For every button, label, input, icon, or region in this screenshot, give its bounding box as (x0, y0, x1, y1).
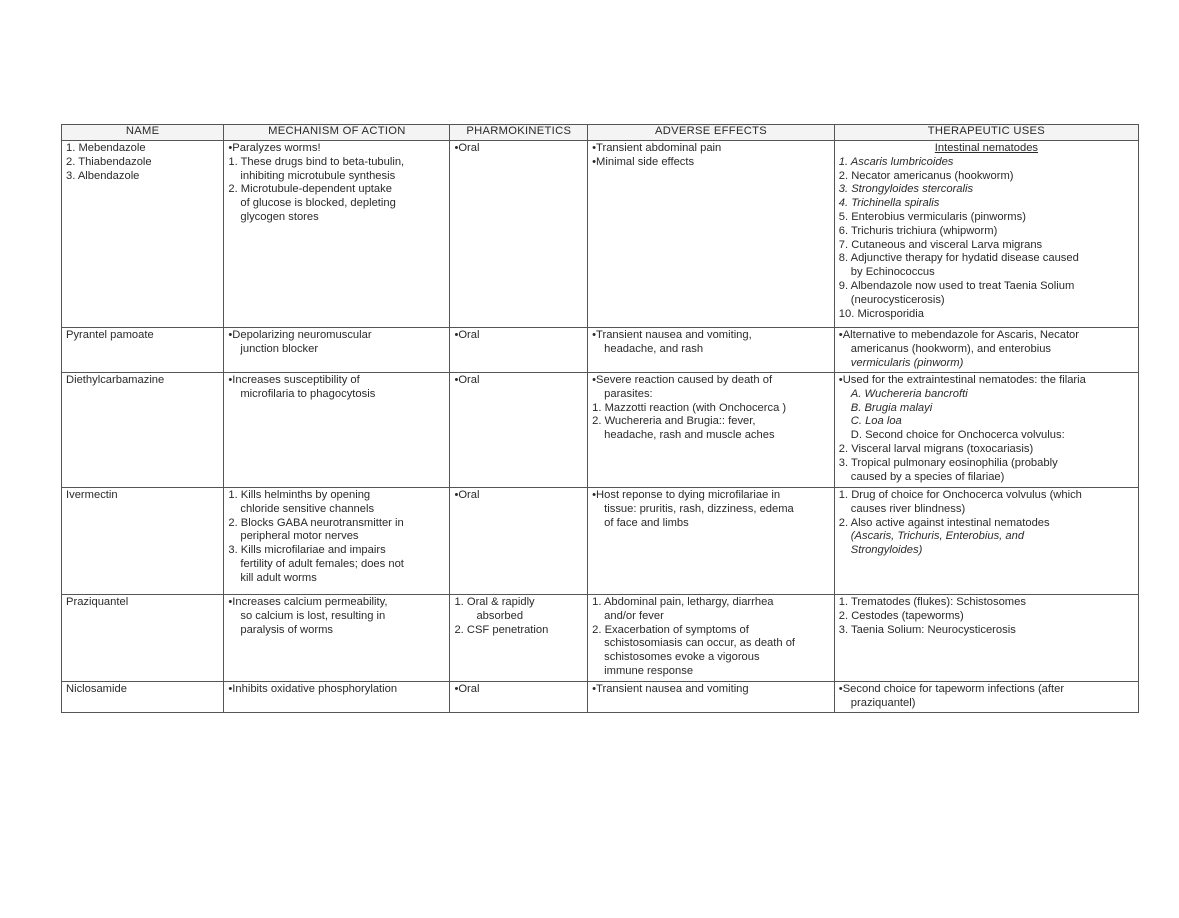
cell-therapeutic-uses (834, 141, 1138, 328)
cell-adverse-effects (588, 141, 835, 328)
cell-line: 1. Mebendazole (66, 142, 146, 154)
cell-therapeutic-uses (834, 488, 1138, 595)
header-row (62, 125, 1139, 141)
cell-line: 3. Strongyloides stercoralis (838, 183, 974, 196)
cell-line: fertility of adult females; does not (240, 557, 404, 570)
cell-line: of face and limbs (604, 516, 689, 529)
cell-line: •Second choice for tapeworm infections (after (838, 683, 1065, 695)
cell-line: absorbed (476, 609, 524, 622)
cell-adverse-effects (588, 373, 835, 488)
cell-line: •Host reponse to dying microfilariae in (592, 489, 781, 501)
cell-line: 2. Wuchereria and Brugia:: fever, (592, 415, 756, 428)
header-pharmokinetics: PHARMOKINETICS (450, 125, 588, 141)
cell-name (62, 682, 224, 713)
cell-line: inhibiting microtubule synthesis (240, 169, 396, 182)
table-row (62, 373, 1139, 488)
cell-line: 1. Drug of choice for Onchocerca volvulus (which (838, 489, 1082, 501)
cell-line: 2. Blocks GABA neurotransmitter in (228, 516, 404, 529)
cell-line: Pyrantel pamoate (66, 329, 154, 341)
cell-line: 1. Trematodes (flukes): Schistosomes (838, 596, 1026, 608)
cell-line: 3. Taenia Solium: Neurocysticerosis (838, 623, 1016, 636)
cell-line: •Transient abdominal pain (592, 142, 722, 154)
cell-therapeutic-uses (834, 328, 1138, 373)
cell-name (62, 141, 224, 328)
cell-line: so calcium is lost, resulting in (240, 609, 386, 622)
cell-line: 2. Also active against intestinal nematodes (838, 516, 1050, 529)
table-row (62, 141, 1139, 328)
cell-adverse-effects (588, 328, 835, 373)
cell-mechanism (224, 488, 450, 595)
cell-pharmokinetics (450, 488, 588, 595)
cell-line: junction blocker (240, 342, 319, 355)
cell-name (62, 595, 224, 682)
cell-line: parasites: (604, 387, 653, 400)
cell-pharmokinetics (450, 141, 588, 328)
cell-line: 6. Trichuris trichiura (whipworm) (838, 224, 998, 237)
cell-line: 1. Ascaris lumbricoides (838, 155, 954, 168)
cell-line: immune response (604, 664, 694, 677)
cell-line: 1. Mazzotti reaction (with Onchocerca ) (592, 401, 787, 414)
header-therapeutic-uses: THERAPEUTIC USES (834, 125, 1138, 141)
cell-line: 1. Kills helminths by opening (228, 489, 371, 501)
cell-line: •Severe reaction caused by death of (592, 374, 773, 386)
cell-pharmokinetics (450, 682, 588, 713)
cell-line: schistosomiasis can occur, as death of (604, 637, 796, 650)
cell-mechanism (224, 328, 450, 373)
table-row (62, 595, 1139, 682)
cell-mechanism (224, 595, 450, 682)
cell-adverse-effects (588, 682, 835, 713)
cell-line: peripheral motor nerves (240, 530, 359, 543)
header-adverse-effects: ADVERSE EFFECTS (588, 125, 835, 141)
cell-line: 2. Visceral larval migrans (toxocariasis) (838, 442, 1034, 455)
table-row (62, 488, 1139, 595)
cell-line: B. Brugia malayi (850, 401, 933, 414)
cell-line: •Depolarizing neuromuscular (228, 329, 372, 341)
cell-line: 10. Microsporidia (838, 307, 924, 320)
cell-line: tissue: pruritis, rash, dizziness, edema (604, 502, 794, 515)
cell-line: paralysis of worms (240, 623, 333, 636)
cell-line: vermicularis (pinworm) (850, 356, 964, 369)
cell-line: •Inhibits oxidative phosphorylation (228, 683, 398, 695)
cell-line: 9. Albendazole now used to treat Taenia Solium (838, 279, 1075, 292)
cell-line: 7. Cutaneous and visceral Larva migrans (838, 238, 1043, 251)
cell-line: schistosomes evoke a vigorous (604, 651, 760, 664)
cell-line: Diethylcarbamazine (66, 374, 165, 386)
cell-line: 2. Cestodes (tapeworms) (838, 609, 964, 622)
cell-line: and/or fever (604, 609, 664, 622)
cell-adverse-effects (588, 488, 835, 595)
cell-line: chloride sensitive channels (240, 502, 375, 515)
cell-line: Ivermectin (66, 489, 118, 501)
cell-name (62, 328, 224, 373)
cell-line: microfilaria to phagocytosis (240, 387, 376, 400)
cell-therapeutic-uses (834, 595, 1138, 682)
cell-line: Strongyloides) (850, 544, 923, 557)
cell-line: 3. Tropical pulmonary eosinophilia (probably (838, 456, 1058, 469)
cell-line: kill adult worms (240, 571, 317, 584)
cell-line: (neurocysticerosis) (850, 293, 945, 306)
cell-line: praziquantel) (850, 696, 916, 709)
cell-line: of glucose is blocked, depleting (240, 197, 396, 210)
cell-name (62, 488, 224, 595)
cell-mechanism (224, 373, 450, 488)
cell-pharmokinetics (450, 373, 588, 488)
cell-line: headache, and rash (604, 342, 704, 355)
cell-line: •Paralyzes worms! (228, 142, 321, 154)
cell-therapeutic-uses (834, 682, 1138, 713)
cell-mechanism (224, 141, 450, 328)
cell-line: americanus (hookworm), and enterobius (850, 342, 1052, 355)
cell-line: 5. Enterobius vermicularis (pinworms) (838, 210, 1026, 223)
cell-pharmokinetics (450, 595, 588, 682)
cell-line: 3. Albendazole (66, 169, 140, 182)
cell-line: C. Loa loa (850, 415, 902, 428)
cell-line: •Increases calcium permeability, (228, 596, 388, 608)
header-mechanism: MECHANISM OF ACTION (224, 125, 450, 141)
cell-therapeutic-uses (834, 373, 1138, 488)
cell-line: •Oral (454, 329, 480, 341)
cell-line: (Ascaris, Trichuris, Enterobius, and (850, 530, 1025, 543)
table-row (62, 682, 1139, 713)
cell-line: •Transient nausea and vomiting, (592, 329, 752, 341)
cell-line: 8. Adjunctive therapy for hydatid disease caused (838, 252, 1079, 265)
cell-line: 2. Necator americanus (hookworm) (838, 169, 1014, 182)
cell-line: 1. These drugs bind to beta-tubulin, (228, 155, 405, 168)
cell-line: •Oral (454, 374, 480, 386)
cell-line: •Increases susceptibility of (228, 374, 360, 386)
cell-line: •Alternative to mebendazole for Ascaris, Necator (838, 329, 1079, 341)
cell-line: causes river blindness) (850, 502, 966, 515)
cell-line: •Oral (454, 142, 480, 154)
cell-line: A. Wuchereria bancrofti (850, 387, 968, 400)
cell-line: •Used for the extraintestinal nematodes: the filaria (838, 374, 1086, 386)
cell-line: by Echinococcus (850, 266, 935, 279)
cell-name (62, 373, 224, 488)
cell-line: •Minimal side effects (592, 155, 695, 168)
cell-line: 2. Microtubule-dependent uptake (228, 183, 392, 196)
table-row (62, 328, 1139, 373)
cell-line: 1. Oral & rapidly (454, 596, 535, 608)
cell-adverse-effects (588, 595, 835, 682)
cell-line: •Transient nausea and vomiting (592, 683, 749, 695)
cell-line: •Oral (454, 489, 480, 501)
cell-line: Praziquantel (66, 596, 129, 608)
cell-line: caused by a species of filariae) (850, 470, 1005, 483)
cell-line: 1. Abdominal pain, lethargy, diarrhea (592, 596, 774, 608)
cell-line: glycogen stores (240, 210, 319, 223)
cell-line: 2. Thiabendazole (66, 155, 152, 168)
antihelminthic-drug-table (61, 124, 1139, 713)
cell-line: 2. Exacerbation of symptoms of (592, 623, 749, 636)
cell-pharmokinetics (450, 328, 588, 373)
cell-line: 2. CSF penetration (454, 623, 549, 636)
cell-line: D. Second choice for Onchocerca volvulus: (850, 429, 1065, 442)
cell-subheading: Intestinal nematodes (934, 142, 1039, 154)
header-name: NAME (62, 125, 224, 141)
cell-line: Niclosamide (66, 683, 127, 695)
cell-line: •Oral (454, 683, 480, 695)
cell-line: headache, rash and muscle aches (604, 429, 775, 442)
cell-mechanism (224, 682, 450, 713)
cell-line: 3. Kills microfilariae and impairs (228, 544, 386, 557)
cell-line: 4. Trichinella spiralis (838, 197, 940, 210)
